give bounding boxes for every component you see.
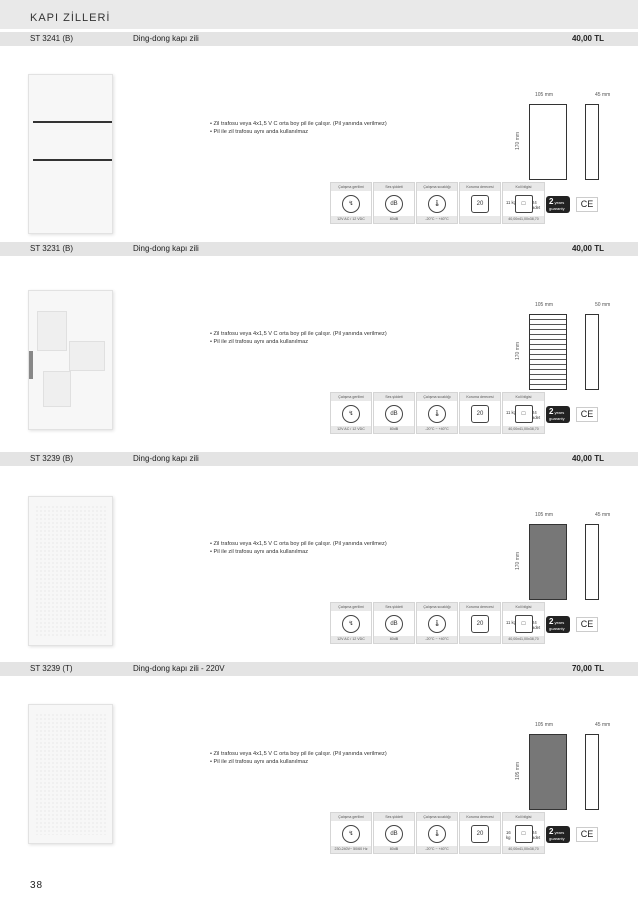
product-photo	[28, 74, 113, 234]
product-code: ST 3231 (B)	[30, 244, 73, 253]
spec-value: 80dB	[374, 636, 414, 643]
ce-mark-icon: CE	[576, 827, 598, 842]
height-label: 170 mm	[515, 341, 522, 361]
product-name: Ding-dong kapı zili	[133, 454, 199, 463]
box-icon: □	[515, 615, 533, 633]
product-header-bar	[0, 242, 638, 256]
feature-item: • Zil trafosu veya 4x1,5 V C orta boy pil ile çalışır. (Pil yanında verilmez)	[210, 121, 387, 127]
feature-item: • Zil trafosu veya 4x1,5 V C orta boy pil ile çalışır. (Pil yanında verilmez)	[210, 751, 387, 757]
product-price: 40,00 TL	[571, 34, 604, 43]
spec-value: 12V AC / 12 VDC	[331, 426, 371, 433]
decibel-icon: dB	[385, 615, 403, 633]
depth-label: 45 mm	[595, 92, 611, 98]
width-label: 105 mm	[535, 302, 554, 308]
lightning-icon: ↯	[342, 405, 360, 423]
ip-rating-icon: 20	[471, 195, 489, 213]
spec-column	[330, 392, 372, 434]
spec-value: 80dB	[374, 846, 414, 853]
product-photo	[28, 496, 113, 646]
spec-column	[373, 392, 415, 434]
spec-column	[502, 392, 545, 434]
lightning-icon: ↯	[342, 825, 360, 843]
width-label: 105 mm	[535, 92, 554, 98]
box-weight: 16 kg	[506, 830, 511, 840]
warranty-years: 2	[549, 617, 554, 626]
width-label: 105 mm	[535, 512, 554, 518]
spec-column	[330, 182, 372, 224]
feature-item: • Zil trafosu veya 4x1,5 V C orta boy pil ile çalışır. (Pil yanında verilmez)	[210, 331, 387, 337]
ce-mark-icon: CE	[576, 407, 598, 422]
spec-value: -20°C ~ +40°C	[417, 426, 457, 433]
spec-column	[330, 602, 372, 644]
spec-header: Koruma derecesi	[460, 183, 500, 191]
product-name: Ding-dong kapı zili	[133, 34, 199, 43]
feature-list	[210, 330, 387, 346]
spec-column	[502, 182, 545, 224]
side-view-drawing	[585, 314, 599, 390]
box-icon: □	[515, 405, 533, 423]
spec-table	[330, 602, 545, 644]
feature-item: • Zil trafosu veya 4x1,5 V C orta boy pil ile çalışır. (Pil yanında verilmez)	[210, 541, 387, 547]
product-price: 70,00 TL	[571, 664, 604, 673]
ip-rating-icon: 20	[471, 615, 489, 633]
spec-table	[330, 182, 545, 224]
spec-header: Koli bilgisi	[503, 813, 544, 821]
spec-value: 80dB	[374, 216, 414, 223]
product-photo	[28, 290, 113, 430]
box-weight: 11 kg	[506, 200, 516, 205]
side-view-drawing	[585, 734, 599, 810]
warranty-badge	[546, 196, 570, 213]
spec-header: Çalışma gerilimi	[331, 603, 371, 611]
spec-header: Çalışma gerilimi	[331, 183, 371, 191]
spec-column	[502, 812, 545, 854]
warranty-text: years guaranty	[549, 830, 565, 841]
spec-column	[459, 602, 501, 644]
page-title: KAPI ZİLLERİ	[30, 12, 111, 24]
feature-item: • Pil ile zil trafosu aynı anda kullanılmaz	[210, 759, 309, 765]
product-name: Ding-dong kapı zili - 220V	[133, 664, 225, 673]
spec-header: Çalışma gerilimi	[331, 393, 371, 401]
width-label: 105 mm	[535, 722, 554, 728]
warranty-badge	[546, 616, 570, 633]
spec-header: Çalışma sıcaklığı	[417, 603, 457, 611]
decibel-icon: dB	[385, 825, 403, 843]
page-number: 38	[30, 880, 44, 891]
thermometer-icon: 🌡	[428, 195, 446, 213]
spec-header: Ses şiddeti	[374, 813, 414, 821]
spec-header: Çalışma gerilimi	[331, 813, 371, 821]
product-section	[0, 242, 638, 452]
side-view-drawing	[585, 524, 599, 600]
product-photo	[28, 704, 113, 844]
front-view-drawing	[529, 734, 567, 810]
warranty-text: years guaranty	[549, 410, 565, 421]
height-label: 105 mm	[515, 761, 522, 781]
spec-column	[416, 812, 458, 854]
spec-header: Ses şiddeti	[374, 183, 414, 191]
box-weight: 11 kg	[506, 410, 516, 415]
feature-item: • Pil ile zil trafosu aynı anda kullanılmaz	[210, 339, 309, 345]
page-header	[0, 0, 638, 29]
spec-column	[330, 812, 372, 854]
spec-value: 80dB	[374, 426, 414, 433]
ce-mark-icon: CE	[576, 197, 598, 212]
lightning-icon: ↯	[342, 195, 360, 213]
spec-table	[330, 392, 545, 434]
spec-column	[416, 602, 458, 644]
warranty-text: years guaranty	[549, 620, 565, 631]
front-view-drawing	[529, 314, 567, 390]
feature-item: • Pil ile zil trafosu aynı anda kullanılmaz	[210, 549, 309, 555]
product-header-bar	[0, 452, 638, 466]
warranty-years: 2	[549, 407, 554, 416]
box-size: 40,00x41,00x38,70	[503, 846, 544, 853]
decibel-icon: dB	[385, 405, 403, 423]
box-quantity: 24 adet	[532, 200, 541, 210]
lightning-icon: ↯	[342, 615, 360, 633]
depth-label: 45 mm	[595, 512, 611, 518]
ip-rating-icon: 20	[471, 405, 489, 423]
product-section	[0, 32, 638, 242]
spec-header: Ses şiddeti	[374, 603, 414, 611]
box-weight: 11 kg	[506, 620, 516, 625]
spec-table	[330, 812, 545, 854]
spec-value: 12V AC / 12 VDC	[331, 636, 371, 643]
product-price: 40,00 TL	[571, 454, 604, 463]
spec-column	[459, 392, 501, 434]
spec-header: Koli bilgisi	[503, 603, 544, 611]
product-section	[0, 452, 638, 662]
spec-value: 230-240V~ 50/60 Hz	[331, 846, 371, 853]
spec-header: Koruma derecesi	[460, 813, 500, 821]
feature-list	[210, 750, 387, 766]
spec-column	[416, 392, 458, 434]
box-icon: □	[515, 195, 533, 213]
decibel-icon: dB	[385, 195, 403, 213]
box-size: 40,00x41,00x38,70	[503, 216, 544, 223]
product-section	[0, 662, 638, 872]
ip-rating-icon: 20	[471, 825, 489, 843]
box-quantity: 24 adet	[532, 410, 541, 420]
product-header-bar	[0, 662, 638, 676]
spec-value: -20°C ~ +40°C	[417, 636, 457, 643]
spec-value: -20°C ~ +40°C	[417, 216, 457, 223]
front-view-drawing	[529, 524, 567, 600]
spec-column	[373, 182, 415, 224]
spec-header: Koli bilgisi	[503, 183, 544, 191]
spec-value: -20°C ~ +40°C	[417, 846, 457, 853]
box-quantity: 24 adet	[532, 830, 541, 840]
depth-label: 50 mm	[595, 302, 611, 308]
spec-header: Koruma derecesi	[460, 603, 500, 611]
spec-header: Ses şiddeti	[374, 393, 414, 401]
product-header-bar	[0, 32, 638, 46]
thermometer-icon: 🌡	[428, 825, 446, 843]
spec-header: Koli bilgisi	[503, 393, 544, 401]
spec-value: 12V AC / 12 VDC	[331, 216, 371, 223]
warranty-badge	[546, 406, 570, 423]
thermometer-icon: 🌡	[428, 405, 446, 423]
box-size: 40,00x41,00x38,70	[503, 426, 544, 433]
spec-column	[459, 812, 501, 854]
spec-header: Çalışma sıcaklığı	[417, 183, 457, 191]
spec-column	[459, 182, 501, 224]
product-code: ST 3239 (T)	[30, 664, 73, 673]
ce-mark-icon: CE	[576, 617, 598, 632]
side-view-drawing	[585, 104, 599, 180]
height-label: 170 mm	[515, 551, 522, 571]
product-code: ST 3239 (B)	[30, 454, 73, 463]
depth-label: 45 mm	[595, 722, 611, 728]
height-label: 170 mm	[515, 131, 522, 151]
warranty-text: years guaranty	[549, 200, 565, 211]
thermometer-icon: 🌡	[428, 615, 446, 633]
warranty-years: 2	[549, 827, 554, 836]
feature-item: • Pil ile zil trafosu aynı anda kullanılmaz	[210, 129, 309, 135]
product-price: 40,00 TL	[571, 244, 604, 253]
spec-column	[373, 812, 415, 854]
feature-list	[210, 120, 387, 136]
warranty-badge	[546, 826, 570, 843]
feature-list	[210, 540, 387, 556]
box-icon: □	[515, 825, 533, 843]
spec-column	[416, 182, 458, 224]
spec-header: Çalışma sıcaklığı	[417, 393, 457, 401]
box-size: 40,00x41,00x38,70	[503, 636, 544, 643]
product-name: Ding-dong kapı zili	[133, 244, 199, 253]
product-code: ST 3241 (B)	[30, 34, 73, 43]
front-view-drawing	[529, 104, 567, 180]
box-quantity: 24 adet	[532, 620, 541, 630]
spec-column	[373, 602, 415, 644]
spec-column	[502, 602, 545, 644]
spec-header: Koruma derecesi	[460, 393, 500, 401]
spec-header: Çalışma sıcaklığı	[417, 813, 457, 821]
warranty-years: 2	[549, 197, 554, 206]
